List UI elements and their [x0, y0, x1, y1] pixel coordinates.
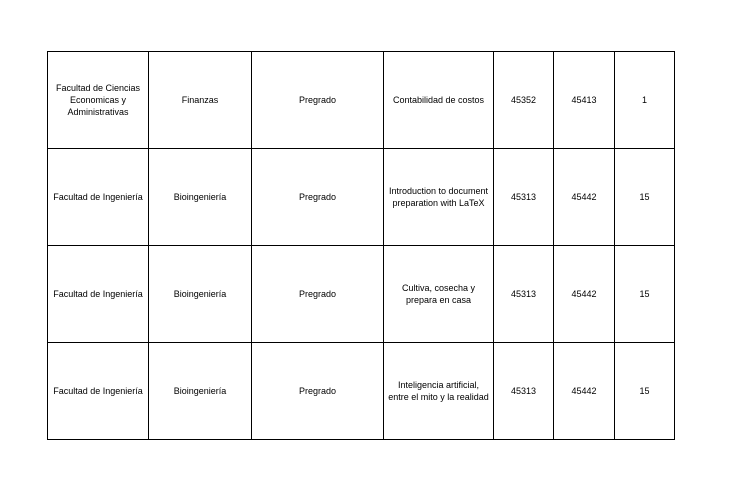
end-cell: 45442 [554, 246, 615, 343]
program-cell: Bioingeniería [149, 149, 252, 246]
end-cell: 45413 [554, 52, 615, 149]
faculty-cell: Facultad de Ciencias Economicas y Administrativas [48, 52, 149, 149]
faculty-cell: Facultad de Ingeniería [48, 343, 149, 440]
count-cell: 1 [615, 52, 675, 149]
table-row [48, 52, 675, 149]
count-cell: 15 [615, 149, 675, 246]
table-row [48, 149, 675, 246]
table-row [48, 246, 675, 343]
start-cell: 45313 [494, 149, 554, 246]
course-cell: Introduction to document preparation with LaTeX [384, 149, 494, 246]
end-cell: 45442 [554, 149, 615, 246]
table-body [48, 52, 675, 440]
level-cell: Pregrado [252, 52, 384, 149]
course-cell: Inteligencia artificial, entre el mito y la realidad [384, 343, 494, 440]
faculty-cell: Facultad de Ingeniería [48, 246, 149, 343]
course-cell: Cultiva, cosecha y prepara en casa [384, 246, 494, 343]
count-cell: 15 [615, 246, 675, 343]
level-cell: Pregrado [252, 149, 384, 246]
level-cell: Pregrado [252, 343, 384, 440]
level-cell: Pregrado [252, 246, 384, 343]
start-cell: 45313 [494, 343, 554, 440]
table-row [48, 343, 675, 440]
courses-table [47, 51, 675, 440]
faculty-cell: Facultad de Ingeniería [48, 149, 149, 246]
program-cell: Bioingeniería [149, 246, 252, 343]
start-cell: 45352 [494, 52, 554, 149]
program-cell: Bioingeniería [149, 343, 252, 440]
course-cell: Contabilidad de costos [384, 52, 494, 149]
end-cell: 45442 [554, 343, 615, 440]
program-cell: Finanzas [149, 52, 252, 149]
count-cell: 15 [615, 343, 675, 440]
start-cell: 45313 [494, 246, 554, 343]
